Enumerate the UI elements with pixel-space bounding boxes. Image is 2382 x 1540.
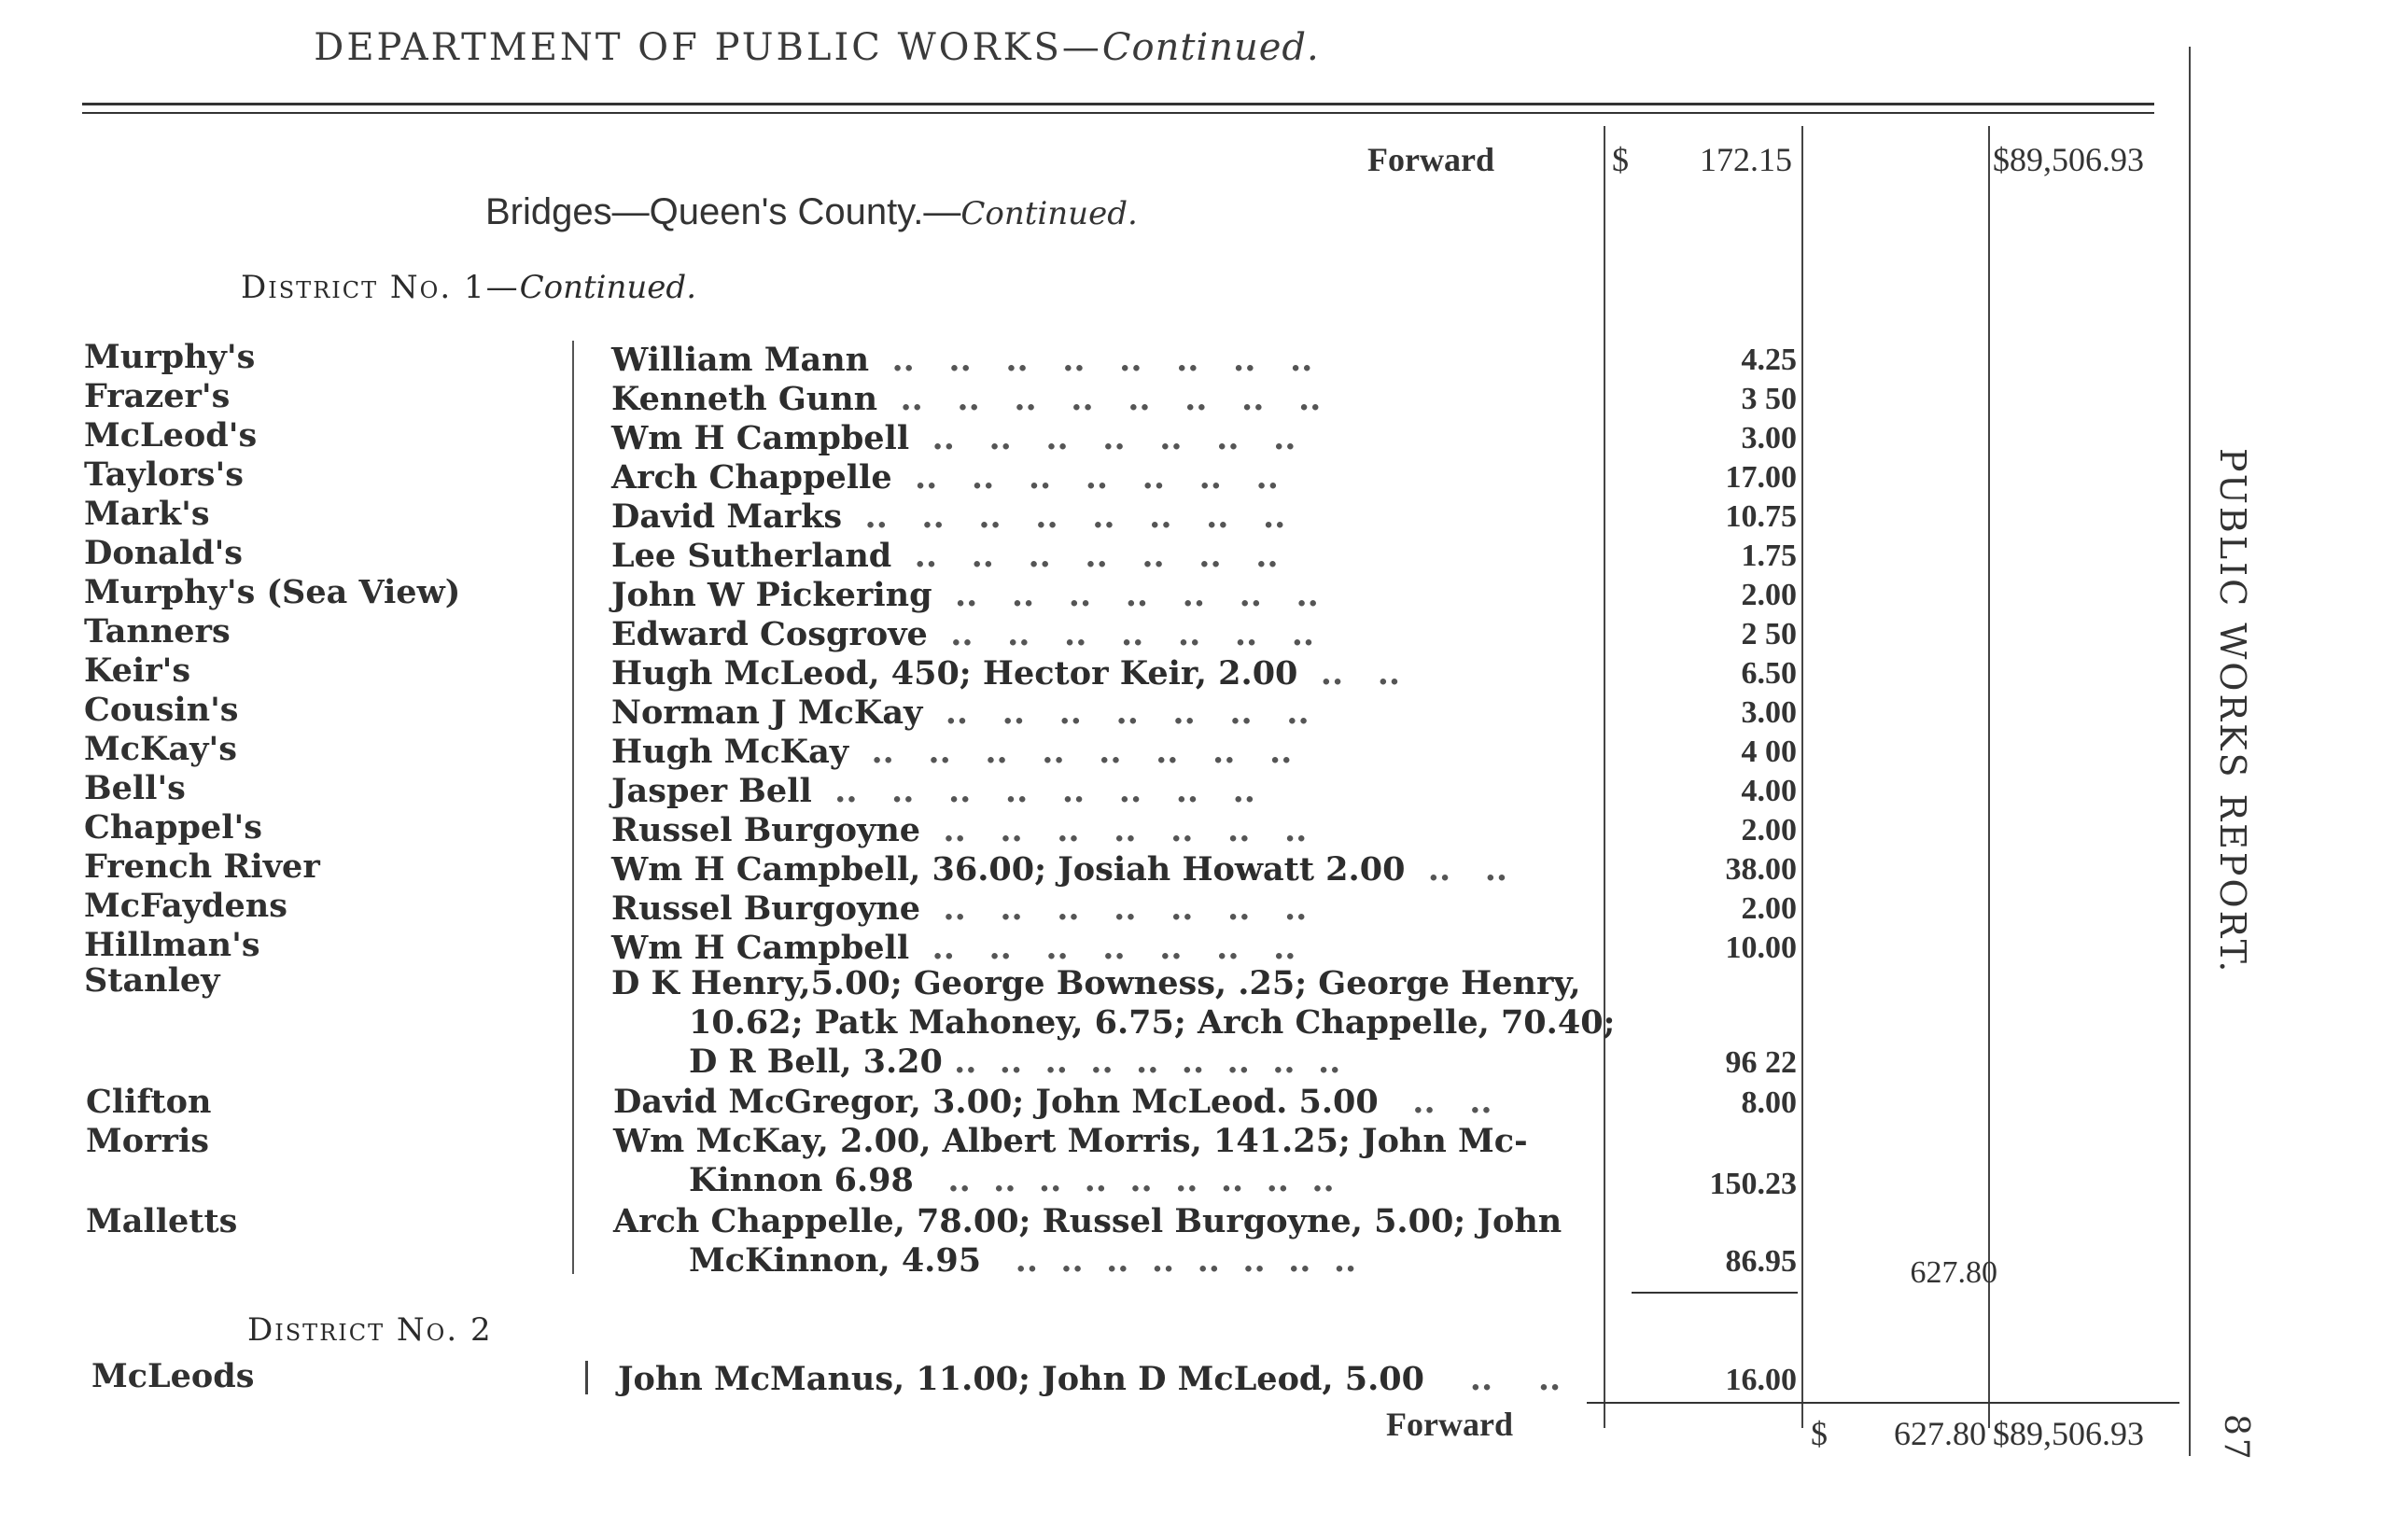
forward-top-dollar: $ [1612, 141, 1629, 178]
entry-name: Murphy's (Sea View) [84, 573, 461, 611]
entry-payee-text: Russel Burgoyne [611, 889, 921, 928]
entry-amount: 3 50 [1741, 382, 1797, 416]
entry-amount: 17.00 [1725, 460, 1797, 495]
entry-payee-text: John W Pickering [611, 576, 932, 614]
entry-payee-text: Russel Burgoyne [611, 811, 921, 849]
entry-name: McFaydens [84, 887, 287, 925]
forward-top-label: Forward [1367, 141, 1494, 178]
entry-name: Taylors's [84, 455, 244, 494]
entry-amount-mcleods: 16.00 [1725, 1363, 1797, 1397]
entry-name: French River [84, 847, 320, 886]
leader-dots: .. .. [1405, 850, 1508, 889]
leader-dots: .. .. [1436, 1360, 1562, 1398]
entry-amount: 2.00 [1741, 813, 1797, 847]
entry-payee [611, 811, 1307, 849]
leader-dots: .. .. [1389, 1083, 1492, 1121]
entry-name: Murphy's [84, 338, 256, 376]
entry-name: Chappel's [84, 808, 262, 847]
section-title [485, 191, 1138, 233]
header-continued: Continued. [1101, 26, 1320, 69]
leader-dots: .. .. .. .. .. .. .. [920, 889, 1308, 928]
entry-payee-malletts-1: Arch Chappelle, 78.00; Russel Burgoyne, 5.00; John [613, 1202, 1562, 1240]
entry-name: Cousin's [84, 691, 239, 729]
entry-name-morris: Morris [86, 1122, 209, 1160]
page-header [0, 26, 1633, 69]
forward-bottom-dollar: $ [1811, 1415, 1828, 1452]
name-column-line [572, 341, 574, 1274]
entry-amount: 10.75 [1725, 499, 1797, 534]
column-line-amounts [1604, 126, 1605, 1428]
header-title: DEPARTMENT OF PUBLIC WORKS— [314, 26, 1102, 69]
entry-name: Tanners [84, 612, 231, 651]
entry-payee-text: Wm H Campbell [611, 929, 910, 967]
leader-dots: .. .. .. .. .. .. .. [891, 537, 1279, 575]
entry-payee-text: Jasper Bell [611, 772, 812, 810]
leader-dots: .. .. .. .. .. .. .. .. [869, 341, 1313, 379]
mcleods-payee-text: John McManus, 11.00; John D McLeod, 5.00 [618, 1360, 1425, 1398]
forward-bottom-rule [1587, 1402, 2179, 1404]
entry-payee-stanley-1: D K Henry,5.00; George Bowness, .25; George Henry, [611, 964, 1581, 1002]
entry-amount: 3.00 [1741, 421, 1797, 455]
morris-line2-text: Kinnon 6.98 [689, 1161, 914, 1199]
leader-dots: .. .. .. .. .. .. .. [909, 419, 1296, 457]
entry-payee-stanley-2: 10.62; Patk Mahoney, 6.75; Arch Chappelle, 70.40; [689, 1003, 1616, 1042]
subtotal-rule [1632, 1292, 1798, 1294]
entry-amount: 2 50 [1741, 617, 1797, 651]
entry-payee-morris-1: Wm McKay, 2.00, Albert Morris, 141.25; John Mc- [613, 1122, 1528, 1160]
entry-name: Hillman's [84, 926, 260, 964]
mcleods-bar [585, 1361, 588, 1394]
entry-name: McKay's [84, 730, 237, 768]
entry-amount: 3.00 [1741, 695, 1797, 730]
leader-dots: .. .. .. .. .. .. .. [932, 576, 1319, 614]
leader-dots: .. .. .. .. .. .. .. .. [848, 733, 1293, 771]
leader-dots: .. .. .. .. .. .. .. [891, 458, 1279, 497]
leader-dots: .. .. .. .. .. .. .. .. [992, 1241, 1357, 1280]
forward-bottom-grand: $89,506.93 [1993, 1415, 2144, 1452]
forward-top-amount: 172.15 [1700, 141, 1792, 178]
leader-dots: .. .. .. .. .. .. .. [922, 693, 1310, 732]
entry-payee-text: Norman J McKay [611, 693, 923, 732]
leader-dots: .. .. .. .. .. .. .. [927, 615, 1315, 653]
entry-name-malletts: Malletts [86, 1202, 238, 1240]
entry-amount: 1.75 [1741, 539, 1797, 573]
entry-payee [611, 458, 1279, 497]
district-1-continued: Continued. [519, 269, 697, 306]
leader-dots: .. .. .. .. .. .. .. .. .. [925, 1161, 1335, 1199]
leader-dots: .. .. .. .. .. .. .. [909, 929, 1296, 967]
entry-name: Mark's [84, 495, 210, 533]
side-running-title: PUBLIC WORKS REPORT. [2212, 448, 2253, 975]
entry-name: Bell's [84, 769, 186, 807]
entry-payee [611, 341, 1312, 379]
entry-payee-text: Hugh McLeod, 450; Hector Keir, 2.00 [611, 654, 1298, 693]
margin-line [2189, 47, 2191, 1456]
entry-amount: 10.00 [1725, 931, 1797, 965]
leader-dots: .. .. .. .. .. .. .. .. .. [954, 1043, 1341, 1081]
entry-name: Keir's [84, 651, 191, 690]
entry-payee-text: Wm H Campbell [611, 419, 910, 457]
entry-payee-text: William Mann [611, 341, 870, 379]
leader-dots: .. .. [1297, 654, 1401, 693]
district-2-label: District No. 2 [247, 1311, 493, 1349]
entry-payee [611, 733, 1292, 771]
entry-payee-text: Kenneth Gunn [611, 380, 878, 418]
entry-payee-text: Wm H Campbell, 36.00; Josiah Howatt 2.00 [611, 850, 1406, 889]
entry-name: McLeod's [84, 416, 258, 455]
entry-name-mcleods: McLeods [91, 1357, 255, 1395]
section-title-text: Bridges—Queen's County.— [485, 191, 961, 232]
entry-payee [611, 497, 1285, 536]
district-1-subtotal: 627.80 [1910, 1255, 1997, 1290]
district-1-label: District No. 1— [241, 269, 520, 306]
column-line-subtotal [1801, 126, 1803, 1428]
entry-amount: 38.00 [1725, 852, 1797, 887]
page-number: 87 [2217, 1414, 2255, 1463]
entry-payee [611, 537, 1279, 575]
entry-payee [611, 419, 1296, 457]
leader-dots: .. .. .. .. .. .. .. .. [811, 772, 1255, 810]
entry-amount: 6.50 [1741, 656, 1797, 691]
entry-amount-malletts: 86.95 [1725, 1244, 1797, 1279]
entry-payee [611, 929, 1296, 967]
entry-payee-clifton [613, 1083, 1492, 1121]
section-continued: Continued. [960, 195, 1138, 232]
entry-payee [611, 380, 1321, 418]
column-line-grand [1988, 126, 1990, 1428]
header-rule-bottom [82, 112, 2154, 114]
entry-payee [611, 615, 1314, 653]
entry-amount: 2.00 [1741, 891, 1797, 926]
forward-bottom-amount: 627.80 [1894, 1415, 1986, 1452]
clifton-payee-text: David McGregor, 3.00; John McLeod. 5.00 [613, 1083, 1379, 1121]
entry-payee [611, 850, 1507, 889]
forward-bottom-label: Forward [1386, 1406, 1513, 1443]
forward-top-grand: $89,506.93 [1993, 141, 2144, 178]
entry-payee-mcleods [618, 1360, 1561, 1398]
malletts-line2-text: McKinnon, 4.95 [689, 1241, 982, 1280]
leader-dots: .. .. .. .. .. .. .. [920, 811, 1308, 849]
entry-amount: 4 00 [1741, 735, 1797, 769]
entry-payee [611, 889, 1307, 928]
district-1-heading [241, 269, 696, 306]
entry-name: Donald's [84, 534, 244, 572]
entry-amount-clifton: 8.00 [1741, 1085, 1797, 1120]
entry-amount: 4.25 [1741, 343, 1797, 377]
leader-dots: .. .. .. .. .. .. .. .. [877, 380, 1322, 418]
entry-payee-malletts-2 [689, 1241, 1356, 1280]
entry-payee-text: Arch Chappelle [611, 458, 892, 497]
leader-dots: .. .. .. .. .. .. .. .. [842, 497, 1286, 536]
entry-amount: 4.00 [1741, 774, 1797, 808]
entry-payee-text: Edward Cosgrove [611, 615, 928, 653]
entry-payee [611, 654, 1400, 693]
entry-payee [611, 576, 1319, 614]
entry-name-clifton: Clifton [86, 1083, 212, 1121]
entry-payee [611, 693, 1310, 732]
entry-payee-text: Hugh McKay [611, 733, 849, 771]
entry-payee-text: David Marks [611, 497, 843, 536]
stanley-line3-text: D R Bell, 3.20 [689, 1043, 943, 1081]
entry-payee [611, 772, 1255, 810]
entry-payee-stanley-3 [689, 1043, 1340, 1081]
entry-payee-text: Lee Sutherland [611, 537, 892, 575]
entry-amount-stanley: 96 22 [1725, 1045, 1797, 1080]
header-rule-top [82, 103, 2154, 105]
entry-payee-morris-2 [689, 1161, 1335, 1199]
entry-name: Frazer's [84, 377, 231, 415]
entry-amount: 2.00 [1741, 578, 1797, 612]
entry-amount-morris: 150.23 [1709, 1167, 1797, 1201]
entry-name-stanley: Stanley [84, 961, 220, 1000]
